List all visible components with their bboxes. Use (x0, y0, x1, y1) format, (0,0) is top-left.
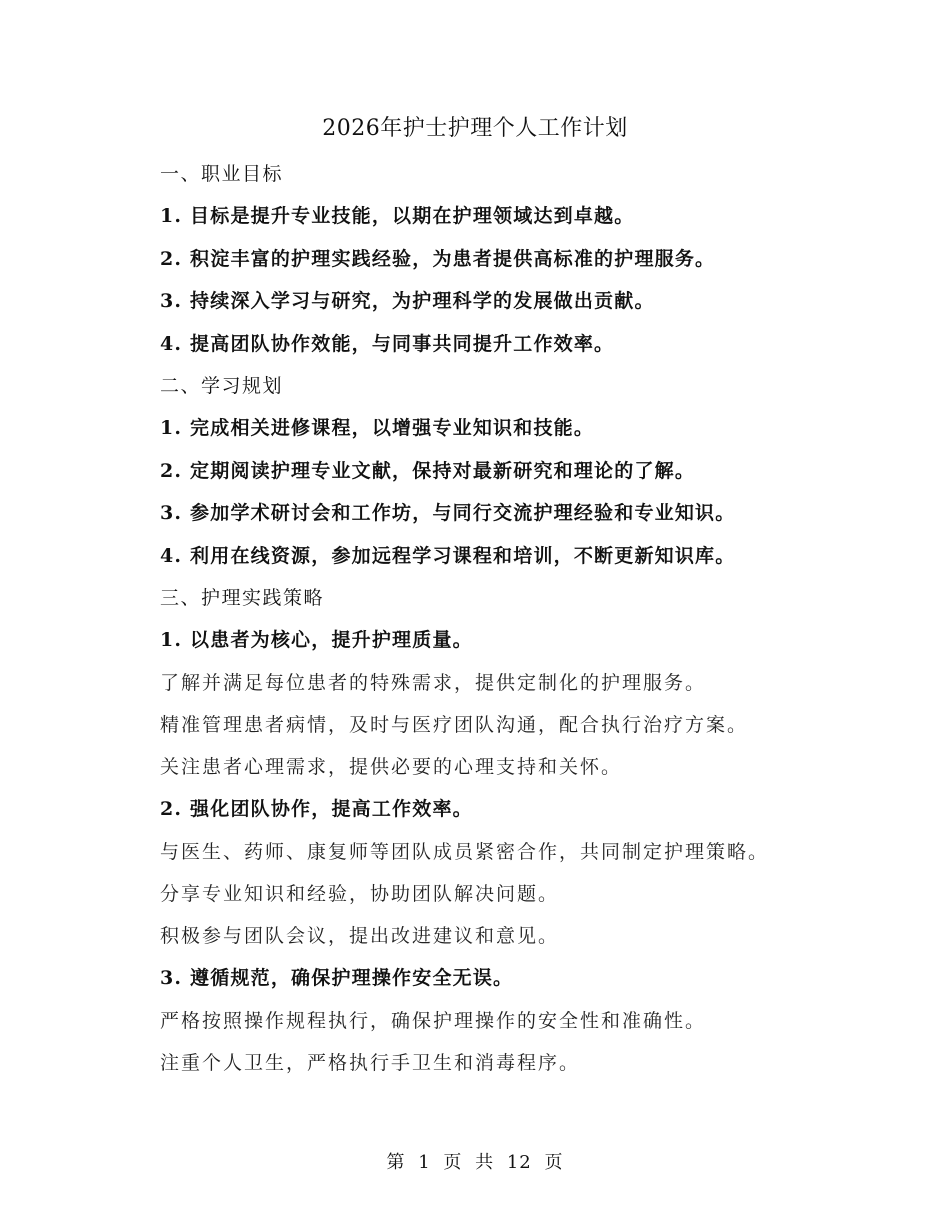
strategy-subheading: 1. 以患者为核心，提升护理质量。 (160, 629, 473, 651)
section-heading-career-goals: 一、职业目标 (160, 163, 284, 185)
career-goal-item: 3. 持续深入学习与研究，为护理科学的发展做出贡献。 (160, 290, 655, 312)
section-heading-study-plan: 二、学习规划 (160, 375, 284, 397)
study-plan-item: 1. 完成相关进修课程，以增强专业知识和技能。 (160, 417, 595, 439)
study-plan-item: 3. 参加学术研讨会和工作坊，与同行交流护理经验和专业知识。 (160, 502, 736, 524)
document-title: 2026年护士护理个人工作计划 (322, 116, 628, 141)
career-goal-item: 1. 目标是提升专业技能，以期在护理领域达到卓越。 (160, 205, 635, 227)
career-goal-item: 2. 积淀丰富的护理实践经验，为患者提供高标准的护理服务。 (160, 248, 716, 270)
study-plan-item: 2. 定期阅读护理专业文献，保持对最新研究和理论的了解。 (160, 460, 696, 482)
section-heading-practice-strategy: 三、护理实践策略 (160, 587, 325, 609)
strategy-detail: 严格按照操作规程执行，确保护理操作的安全性和准确性。 (160, 1010, 707, 1032)
page-number-footer: 第 1 页 共 12 页 (386, 1152, 564, 1173)
study-plan-item: 4. 利用在线资源，参加远程学习课程和培训，不断更新知识库。 (160, 545, 736, 567)
strategy-subheading: 2. 强化团队协作，提高工作效率。 (160, 798, 473, 820)
strategy-detail: 与医生、药师、康复师等团队成员紧密合作，共同制定护理策略。 (160, 841, 770, 863)
strategy-detail: 分享专业知识和经验，协助团队解决问题。 (160, 883, 560, 905)
strategy-detail: 积极参与团队会议，提出改进建议和意见。 (160, 925, 560, 947)
strategy-detail: 注重个人卫生，严格执行手卫生和消毒程序。 (160, 1052, 581, 1074)
strategy-detail: 关注患者心理需求，提供必要的心理支持和关怀。 (160, 756, 623, 778)
strategy-subheading: 3. 遵循规范，确保护理操作安全无误。 (160, 967, 514, 989)
strategy-detail: 了解并满足每位患者的特殊需求，提供定制化的护理服务。 (160, 672, 707, 694)
career-goal-item: 4. 提高团队协作效能，与同事共同提升工作效率。 (160, 333, 615, 355)
strategy-detail: 精准管理患者病情，及时与医疗团队沟通，配合执行治疗方案。 (160, 714, 749, 736)
